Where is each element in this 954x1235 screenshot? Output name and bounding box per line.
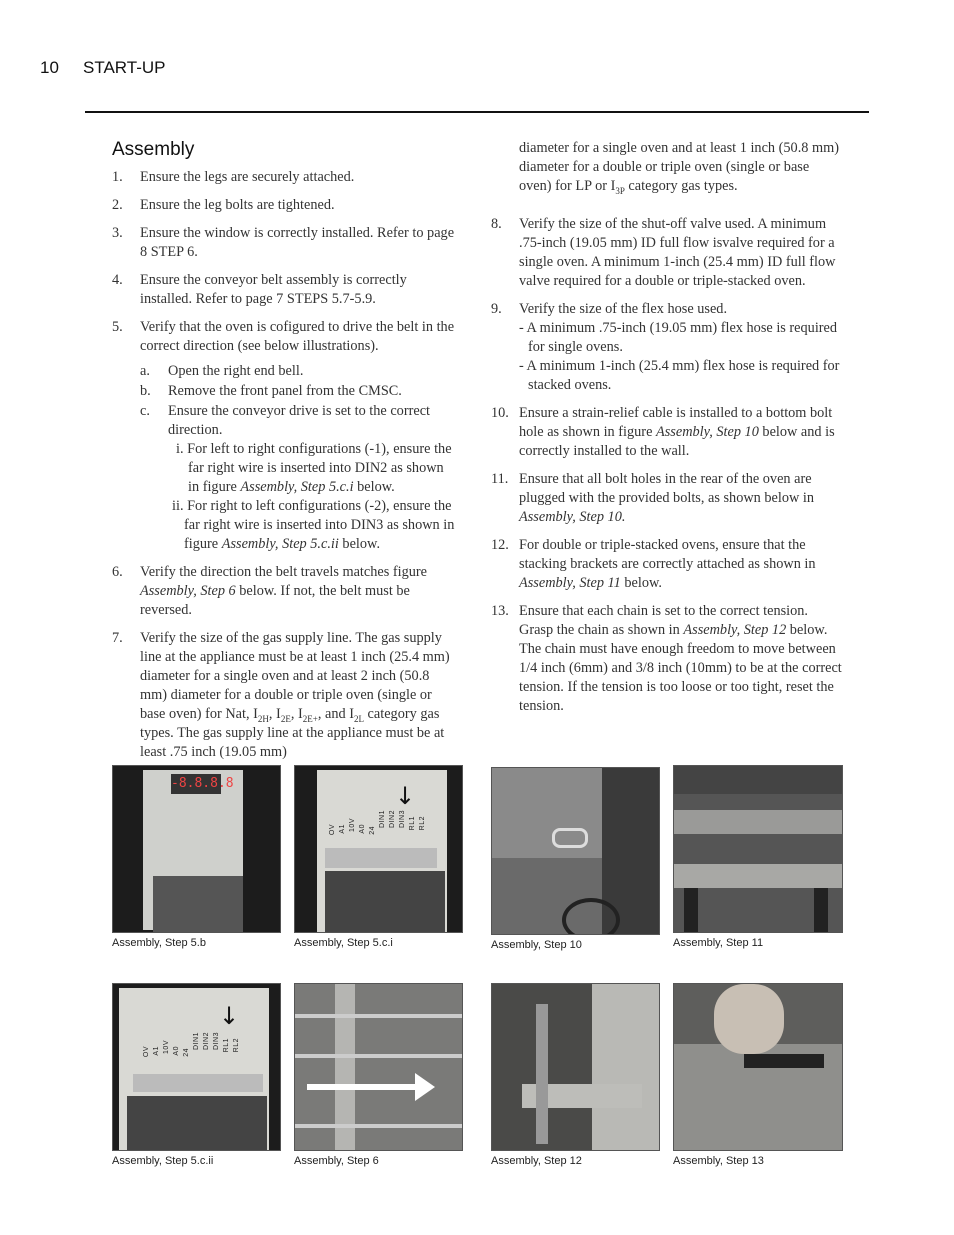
terminal-label: A0 <box>173 1046 180 1056</box>
caption-step-5cii: Assembly, Step 5.c.ii <box>112 1155 214 1167</box>
terminal-label: DIN1 <box>193 1032 200 1050</box>
photo-step-5ci <box>294 765 463 933</box>
continued-text: diameter for a single oven and at least 1 inch (50.8 mm) diameter for a double or triple oven (single or base oven) for LP or $I_{3P}$ category gas types. <box>519 140 839 196</box>
assembly-title: Assembly <box>112 139 195 160</box>
terminal-label: DIN3 <box>213 1032 220 1050</box>
photo-step-11 <box>673 765 843 933</box>
caption-step-13: Assembly, Step 13 <box>673 1155 764 1167</box>
caption-step-5ci: Assembly, Step 5.c.i <box>294 937 393 949</box>
sub-item: a. Open the right end bell. <box>140 363 304 379</box>
terminal-label: 10V <box>349 818 356 832</box>
arrow-down-icon: ↓ <box>219 1002 240 1030</box>
caption-step-10: Assembly, Step 10 <box>491 939 582 951</box>
caption-step-11: Assembly, Step 11 <box>673 937 764 949</box>
photo-step-5b <box>112 765 281 933</box>
list-item: 2. Ensure the leg bolts are tightened. <box>112 197 335 213</box>
terminal-label: 10V <box>163 1040 170 1054</box>
digital-display: -8.8.8.8 <box>171 774 221 794</box>
terminal-label: A1 <box>339 824 346 834</box>
photo-step-12 <box>491 983 660 1151</box>
header-rule <box>85 111 869 113</box>
terminal-label: DIN2 <box>389 810 396 828</box>
dash-item: - A minimum 1-inch (25.4 mm) flex hose is required for stacked ovens. <box>519 358 840 393</box>
caption-step-6: Assembly, Step 6 <box>294 1155 379 1167</box>
terminal-label: 24 <box>183 1048 190 1057</box>
photo-step-13 <box>673 983 843 1151</box>
list-item: 8. Verify the size of the shut-off valve used. A minimum .75-inch (19.05 mm) ID full flow isvalve required for a single oven. A minimum 1-inch (25.4 mm) ID full flow valve required for a double or triple-stacked oven. <box>491 216 836 289</box>
list-item: 3. Ensure the window is correctly installed. Refer to page 8 STEP 6. <box>112 225 455 260</box>
arrow-down-icon: ↓ <box>395 782 416 810</box>
terminal-label: DIN3 <box>399 810 406 828</box>
sub-sub-item: ii. For right to left configurations (-2), ensure the far right wire is inserted into DIN3 as shown in figure Assembly, Step 5.c.ii below. <box>172 498 455 552</box>
terminal-label: RL2 <box>233 1038 240 1053</box>
list-item: 13. Ensure that each chain is set to the correct tension. Grasp the chain as shown in Assembly, Step 12 below. The chain must have enough freedom to move between 1/4 inch (6mm) and 3/8 inch (10mm) to be at the correct tension. If the tension is too loose or too tight, reset the tension. <box>491 603 842 714</box>
terminal-label: 24 <box>369 826 376 835</box>
list-item: 11. Ensure that all bolt holes in the rear of the oven are plugged with the provided bolts, as shown below in Assembly, Step 10. <box>491 471 815 525</box>
terminal-label: RL2 <box>419 816 426 831</box>
list-item: 4. Ensure the conveyor belt assembly is correctly installed. Refer to page 7 STEPS 5.7-5.9. <box>112 272 407 307</box>
terminal-label: RL1 <box>409 816 416 831</box>
sub-sub-item: i. For left to right configurations (-1), ensure the far right wire is inserted into DIN2 as shown in figure Assembly, Step 5.c.i below. <box>176 441 452 495</box>
caption-step-5b: Assembly, Step 5.b <box>112 937 206 949</box>
page-header <box>40 58 166 78</box>
list-item: 10. Ensure a strain-relief cable is installed to a bottom bolt hole as shown in figure Assembly, Step 10 below and is correctly installed to the wall. <box>491 405 835 459</box>
terminal-label: RL1 <box>223 1038 230 1053</box>
arrow-right-icon <box>415 1073 435 1101</box>
caption-step-12: Assembly, Step 12 <box>491 1155 582 1167</box>
terminal-label: OV <box>329 824 336 836</box>
photo-step-10 <box>491 767 660 935</box>
photo-step-5cii <box>112 983 281 1151</box>
terminal-label: DIN1 <box>379 810 386 828</box>
sub-item: b. Remove the front panel from the CMSC. <box>140 383 402 399</box>
terminal-label: A0 <box>359 824 366 834</box>
list-item: 12. For double or triple-stacked ovens, ensure that the stacking brackets are correctly attached as shown in Assembly, Step 11 below. <box>491 537 816 591</box>
photo-step-6 <box>294 983 463 1151</box>
sub-item: c. Ensure the conveyor drive is set to the correct direction. i. For left to right configurations (-1), ensure the far right wire is inserted into DIN2 as shown in figure Assembly, Step 5.c.i below. ii. For right to left configurations (-2), ensure the far right wire is inserted into DIN3 as shown in figure Assembly, Step 5.c.ii below. <box>140 402 458 554</box>
terminal-label: DIN2 <box>203 1032 210 1050</box>
list-item: 9. Verify the size of the flex hose used. - A minimum .75-inch (19.05 mm) flex hose is required for single ovens. - A minimum 1-inch (25.4 mm) flex hose is required for stacked ovens. <box>491 300 843 395</box>
terminal-label: OV <box>143 1046 150 1058</box>
list-item: 6. Verify the direction the belt travels matches figure Assembly, Step 6 below. If not, the belt must be reversed. <box>112 564 428 618</box>
terminal-label: A1 <box>153 1046 160 1056</box>
left-column <box>112 168 458 771</box>
section-title: START-UP <box>83 58 166 77</box>
right-column <box>491 139 843 725</box>
dash-item: - A minimum .75-inch (19.05 mm) flex hose is required for single ovens. <box>519 320 838 355</box>
list-item: 5. Verify that the oven is cofigured to drive the belt in the correct direction (see below illustrations). a. Open the right end bell. b. Remove the front panel from the CMSC. c. Ensure the conveyor drive is set to the correct direction. i. For left to right configurations (-1), ensure the far right wire is inserted into DIN2 as shown in figure Assembly, Step 5.c.i below. ii. For right to left configurations (-2), ensure the far right wire is inserted into DIN3 as shown in figure Assembly, Step 5.c.ii below. <box>112 318 458 554</box>
list-item: 1. Ensure the legs are securely attached. <box>112 169 355 185</box>
list-item: 7. Verify the size of the gas supply line. The gas supply line at the appliance must be at least 1 inch (25.4 mm) diameter for a single oven and at least 2 inch (50.8 mm) diameter for a double or triple oven (single or base oven) for Nat, $I_{2H}$, $I_{2E}$, $I_{2E+}$, and $I_{2L}$ category gas types. The gas supply line at the appliance must be at least .75 inch (19.05 mm) <box>112 630 450 760</box>
page-number: 10 <box>40 58 59 77</box>
